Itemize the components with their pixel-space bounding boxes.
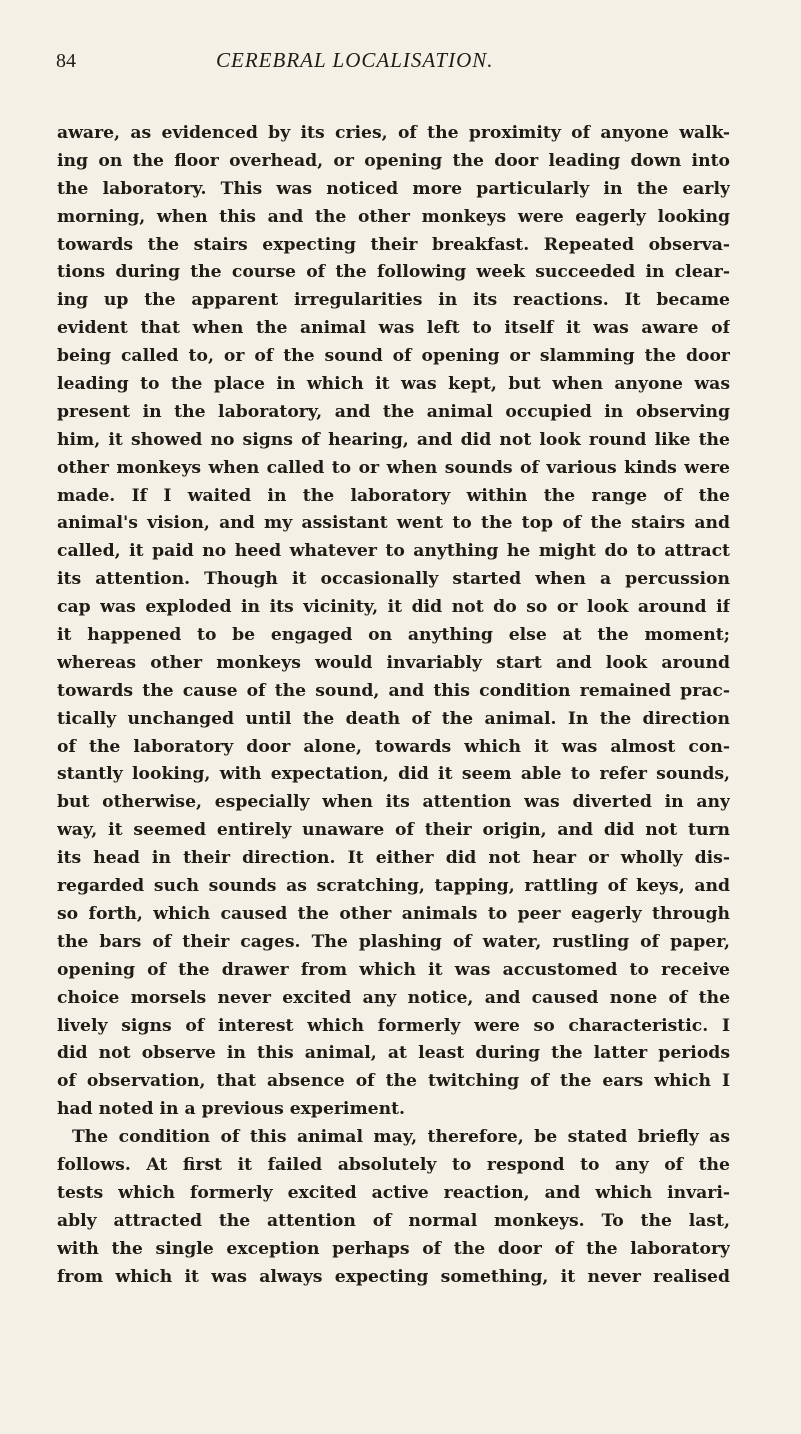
page-number: 84 <box>56 50 76 72</box>
running-head <box>56 48 726 78</box>
text-line: had noted in a previous experiment. <box>57 1099 406 1120</box>
text-line: choice morsels never excited any notice, and caused none of the <box>57 987 730 1008</box>
text-line: made. If I waited in the laboratory within the range of the <box>57 485 730 506</box>
text-line: follows. At first it failed absolutely to respond to any of the <box>57 1154 730 1175</box>
text-line: its attention. Though it occasionally started when a percussion <box>57 569 730 590</box>
text-line: cap was exploded in its vicinity, it did not do so or look around if <box>57 597 730 618</box>
text-line: being called to, or of the sound of opening or slamming the door <box>57 346 730 367</box>
text-line: morning, when this and the other monkeys were eagerly looking <box>57 206 730 227</box>
text-line: other monkeys when called to or when sounds of various kinds were <box>57 457 730 478</box>
text-line: leading to the place in which it was kept, but when anyone was <box>57 374 730 395</box>
text-line: from which it was always expecting something, it never realised <box>57 1266 730 1287</box>
text-line: way, it seemed entirely unaware of their origin, and did not turn <box>57 820 730 841</box>
text-line: lively signs of interest which formerly were so characteristic. I <box>57 1015 730 1036</box>
text-line: tions during the course of the following week succeeded in clear- <box>57 262 730 283</box>
text-line: regarded such sounds as scratching, tapping, rattling of keys, and <box>57 876 730 897</box>
text-line: opening of the drawer from which it was accustomed to receive <box>57 959 730 980</box>
text-line: of the laboratory door alone, towards which it was almost con- <box>57 736 730 757</box>
text-line: tically unchanged until the death of the animal. In the direction <box>57 708 730 729</box>
text-line: towards the cause of the sound, and this condition remained prac- <box>57 680 730 701</box>
text-line: The condition of this animal may, therefore, be stated briefly as <box>72 1127 730 1148</box>
text-line: ably attracted the attention of normal monkeys. To the last, <box>57 1210 730 1231</box>
text-line: tests which formerly excited active reaction, and which invari- <box>57 1182 730 1203</box>
text-line: with the single exception perhaps of the door of the laboratory <box>57 1238 730 1259</box>
running-title: CEREBRAL LOCALISATION. <box>216 48 494 72</box>
text-line: did not observe in this animal, at least during the latter periods <box>57 1043 730 1064</box>
text-line: its head in their direction. It either did not hear or wholly dis- <box>57 848 730 869</box>
text-line: it happened to be engaged on anything else at the moment; <box>57 625 730 646</box>
text-line: of observation, that absence of the twitching of the ears which I <box>57 1071 730 1092</box>
text-line: evident that when the animal was left to itself it was aware of <box>57 318 730 339</box>
body-text <box>57 120 730 1291</box>
text-line: present in the laboratory, and the animal occupied in observing <box>57 401 730 422</box>
text-line: ing up the apparent irregularities in its reactions. It became <box>57 290 730 311</box>
text-line: towards the stairs expecting their breakfast. Repeated observa- <box>57 234 730 255</box>
text-line: so forth, which caused the other animals to peer eagerly through <box>57 903 730 924</box>
text-line: stantly looking, with expectation, did it seem able to refer sounds, <box>57 764 730 785</box>
text-line: whereas other monkeys would invariably start and look around <box>57 652 730 673</box>
text-line: but otherwise, especially when its attention was diverted in any <box>57 792 730 813</box>
text-line: the laboratory. This was noticed more particularly in the early <box>57 178 730 199</box>
text-line: the bars of their cages. The plashing of water, rustling of paper, <box>57 931 730 952</box>
text-line: animal's vision, and my assistant went to the top of the stairs and <box>57 513 730 534</box>
text-line: ing on the floor overhead, or opening the door leading down into <box>57 150 730 171</box>
text-line: him, it showed no signs of hearing, and did not look round like the <box>57 429 730 450</box>
text-line: called, it paid no heed whatever to anything he might do to attract <box>57 541 730 562</box>
text-line: aware, as evidenced by its cries, of the proximity of anyone walk- <box>57 123 730 143</box>
